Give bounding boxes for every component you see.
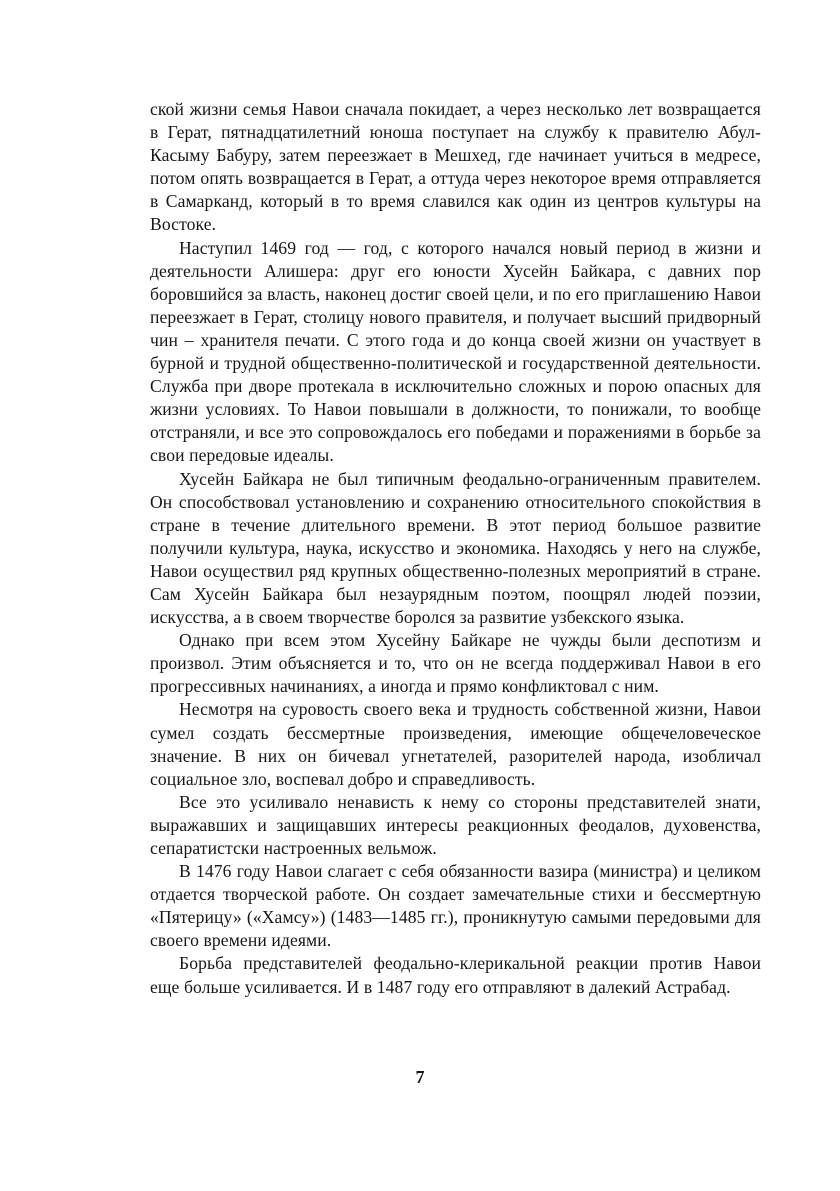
page-number: 7 <box>415 1067 425 1087</box>
page-body <box>150 98 761 999</box>
paragraph-immortal-works: Несмотря на суровость своего века и трудность собственной жизни, Навои сумел создать бессмертные произведения, имеющие общечеловеческое значение. В них он бичевал угнетателей, разорителей народа, изобличал социальное зло, воспевал добро и справедливость. <box>150 699 761 789</box>
paragraph-1469: Наступил 1469 год — год, с которого начался новый период в жизни и деятельности Алишера: друг его юности Хусейн Байкара, с давних пор боровшийся за власть, наконец достиг своей цели, и по его приглашению Навои переезжает в Герат, столицу нового правителя, и получает высший придворный чин – хранителя печати. С этого года и до конца своей жизни он участвует в бурной и трудной общественно-политической и государственной деятельности. Служба при дворе протекала в исключительно сложных и порою опасных для жизни условиях. То Навои повышали в должности, то понижали, то вообще отстраняли, и все это сопровождалось его победами и поражениями в борьбе за свои передовые идеалы. <box>150 237 761 466</box>
paragraph-astrabad: Борьба представителей феодально-клерикальной реакции против Навои еще больше усиливается. И в 1487 году его отправляют в далекий Астрабад. <box>150 953 761 997</box>
paragraph-1476: В 1476 году Навои слагает с себя обязанности вазира (министра) и целиком отдается творческой работе. Он создает замечательные стихи и бессмертную «Пятерицу» («Хамсу») (1483—1485 гг.), проникнутую самыми передовыми для своего времени идеями. <box>150 861 761 951</box>
paragraph-continued: ской жизни семья Навои сначала покидает, а через несколько лет возвращается в Герат, пятнадцатилетний юноша поступает на службу к правителю Абул-Касыму Бабуру, затем переезжает в Мешхед, где начинает учиться в медресе, потом опять возвращается в Герат, а оттуда через некоторое время отправляется в Самарканд, который в то время славился как один из центров культуры на Востоке. <box>150 99 761 235</box>
paragraph-husein-baikara: Хусейн Байкара не был типичным феодально-ограниченным правителем. Он способствовал установлению и сохранению относительного спокойствия в стране в течение длительного времени. В этот период большое развитие получили культура, наука, искусство и экономика. Находясь у него на службе, Навои осуществил ряд крупных общественно-полезных мероприятий в стране. Сам Хусейн Байкара был незаурядным поэтом, поощрял людей поэзии, искусства, а в своем творчестве боролся за развитие узбекского языка. <box>150 468 761 628</box>
paragraph-hatred: Все это усиливало ненависть к нему со стороны представителей знати, выражавших и защищавших интересы реакционных феодалов, духовенства, сепаратистски настроенных вельмож. <box>150 791 761 858</box>
paragraph-despotism: Однако при всем этом Хусейну Байкаре не чужды были деспотизм и произвол. Этим объясняется и то, что он не всегда поддерживал Навои в его прогрессивных начинаниях, а иногда и прямо конфликтовал с ним. <box>150 630 761 697</box>
